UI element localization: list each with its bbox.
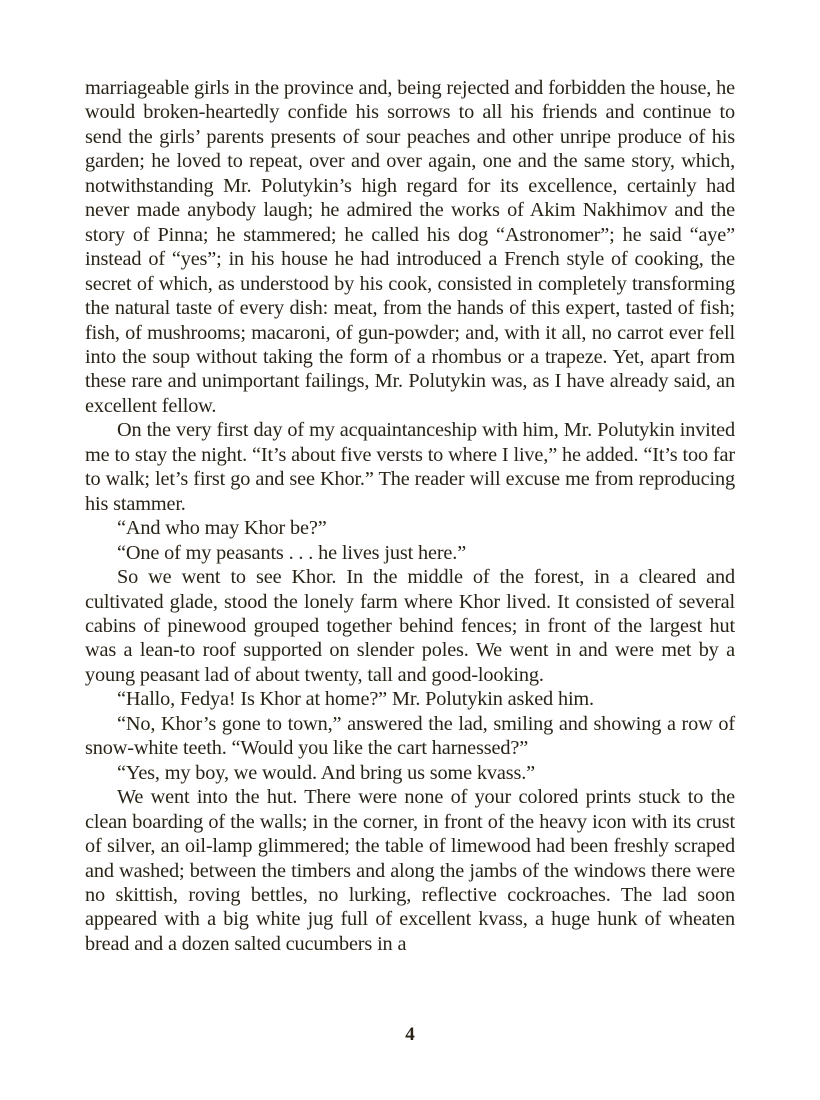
paragraph: “Hallo, Fedya! Is Khor at home?” Mr. Polutykin asked him. bbox=[117, 688, 594, 711]
body-text bbox=[85, 76, 735, 956]
paragraph: “Yes, my boy, we would. And bring us some kvass.” bbox=[117, 761, 535, 784]
paragraph: “And who may Khor be?” bbox=[117, 517, 327, 540]
page-number: 4 bbox=[405, 1024, 415, 1045]
paragraph: We went into the hut. There were none of your colored prints stuck to the clean boarding of the walls; in the corner, in front of the heavy icon with its crust of silver, an oil-lamp glimmered; the table of limewood had been freshly scraped and washed; between the timbers and along the jambs of the windows there were no skittish, roving bettles, no lurking, reflective cockroaches. The lad soon appeared with a big white jug full of excellent kvass, a huge hunk of wheaten bread and a dozen salted cucumbers in a bbox=[85, 786, 735, 955]
paragraph: “No, Khor’s gone to town,” answered the lad, smiling and showing a row of snow-white teeth. “Would you like the cart harnessed?” bbox=[85, 712, 735, 760]
paragraph: “One of my peasants . . . he lives just here.” bbox=[117, 541, 467, 564]
paragraph: So we went to see Khor. In the middle of the forest, in a cleared and cultivated glade, stood the lonely farm where Khor lived. It consisted of several cabins of pinewood grouped together behind fences; in front of the largest hut was a lean-to roof supported on slender poles. We went in and were met by a young peasant lad of about twenty, tall and good-looking. bbox=[85, 566, 735, 686]
paragraph: On the very first day of my acquaintanceship with him, Mr. Polutykin invited me to stay the night. “It’s about five versts to where I live,” he added. “It’s too far to walk; let’s first go and see Khor.” The reader will excuse me from reproducing his stammer. bbox=[85, 419, 735, 515]
paragraph-continued: marriageable girls in the province and, being rejected and forbidden the house, he would broken-heartedly confide his sorrows to all his friends and continue to send the girls’ parents presents of sour peaches and other unripe produce of his garden; he loved to repeat, over and over again, one and the same story, which, notwithstanding Mr. Polutykin’s high regard for its excellence, certainly had never made anybody laugh; he admired the works of Akim Nakhimov and the story of Pinna; he stammered; he called his dog “Astronomer”; he said “aye” instead of “yes”; in his house he had introduced a French style of cooking, the secret of which, as understood by his cook, consisted in completely transforming the natural taste of every dish: meat, from the hands of this expert, tasted of fish; fish, of mushrooms; macaroni, of gun-powder; and, with it all, no carrot ever fell into the soup without taking the form of a rhombus or a trapeze. Yet, apart from these rare and unimportant failings, Mr. Polutykin was, as I have already said, an excellent fellow. bbox=[85, 77, 735, 417]
